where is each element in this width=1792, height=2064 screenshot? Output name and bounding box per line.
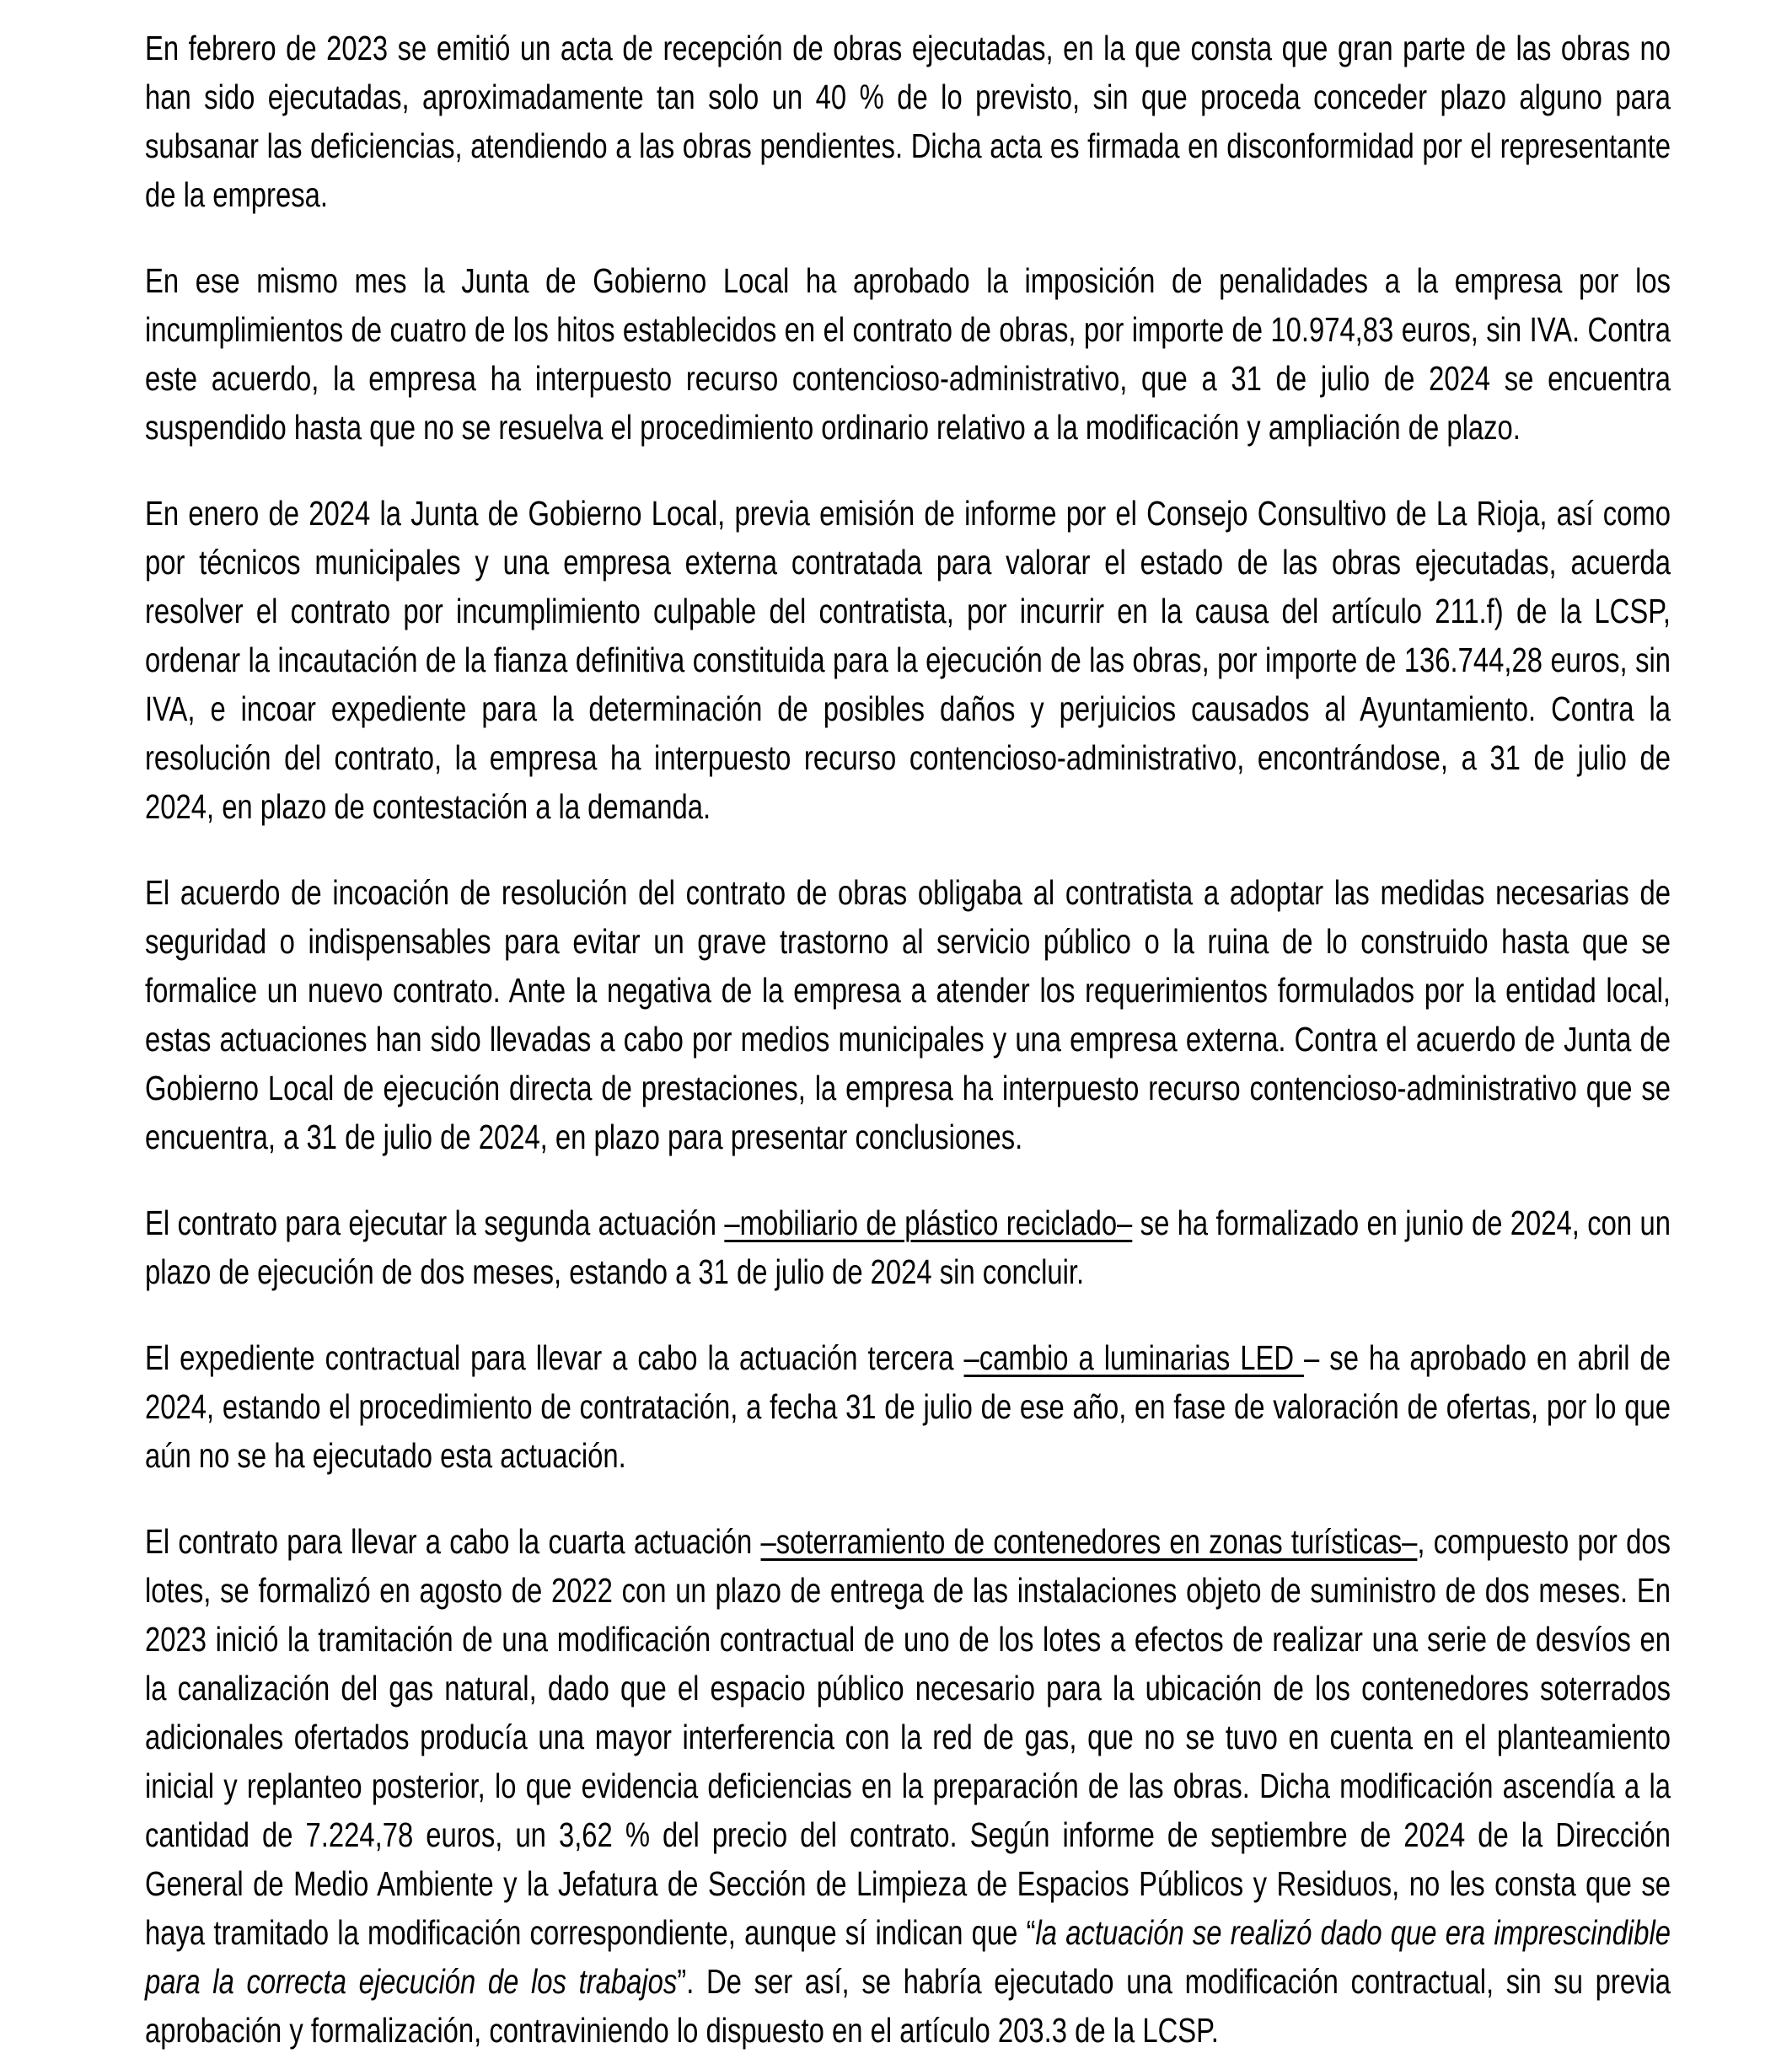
underlined-text-run: –mobiliario de plástico reciclado– (724, 1204, 1133, 1242)
paragraph (145, 1333, 1671, 1480)
paragraph (145, 1198, 1671, 1296)
paragraph (145, 1517, 1671, 2055)
paragraph (145, 489, 1671, 831)
italic-quote-run: la actuación se realizó dado que era imprescindible para la correcta ejecución de los trabajos (145, 1913, 1671, 2001)
document-body (145, 24, 1671, 2055)
text-run: En febrero de 2023 se emitió un acta de recepción de obras ejecutadas, en la que consta que gran parte de las obras no han sido ejecutadas, aproximadamente tan solo un 40 % de lo previsto, sin que proceda conceder plazo alguno para subsanar las deficiencias, atendiendo a las obras pendientes. Dicha acta es firmada en disconformidad por el representante de la empresa. (145, 29, 1671, 214)
text-run: , compuesto por dos lotes, se formalizó en agosto de 2022 con un plazo de entrega de las instalaciones objeto de suministro de dos meses. En 2023 inició la tramitación de una modificación contractual de uno de los lotes a efectos de realizar una serie de desvíos en la canalización del gas natural, dado que el espacio público necesario para la ubicación de los contenedores soterrados adicionales ofertados producía una mayor interferencia con la red de gas, que no se tuvo en cuenta en el planteamiento inicial y replanteo posterior, lo que evidencia deficiencias en la preparación de las obras. Dicha modificación ascendía a la cantidad de 7.224,78 euros, un 3,62 % del precio del contrato. Según informe de septiembre de 2024 de la Dirección General de Medio Ambiente y la Jefatura de Sección de Limpieza de Espacios Públicos y Residuos, no les consta que se haya tramitado la modificación correspondiente, aunque sí indican que “ (145, 1522, 1671, 1952)
paragraph (145, 868, 1671, 1161)
text-run: se ha formalizado en junio de 2024, con un plazo de ejecución de dos meses, estando a 31 de julio de 2024 sin concluir. (145, 1204, 1671, 1291)
underlined-text-run: –soterramiento de contenedores en zonas turísticas– (760, 1522, 1418, 1561)
text-run: En enero de 2024 la Junta de Gobierno Local, previa emisión de informe por el Consejo Consultivo de La Rioja, así como por técnicos municipales y una empresa externa contratada para valorar el estado de las obras ejecutadas, acuerda resolver el contrato por incumplimiento culpable del contratista, por incurrir en la causa del artículo 211.f) de la LCSP, ordenar la incautación de la fianza definitiva constituida para la ejecución de las obras, por importe de 136.744,28 euros, sin IVA, e incoar expediente para la determinación de posibles daños y perjuicios causados al Ayuntamiento. Contra la resolución del contrato, la empresa ha interpuesto recurso contencioso-administrativo, encontrándose, a 31 de julio de 2024, en plazo de contestación a la demanda. (145, 494, 1671, 826)
text-run: ”. De ser así, se habría ejecutado una modificación contractual, sin su previa aprobación y formalización, contraviniendo lo dispuesto en el artículo 203.3 de la LCSP. (145, 1962, 1671, 2050)
paragraph (145, 24, 1671, 219)
paragraph (145, 256, 1671, 452)
text-run: El contrato para llevar a cabo la cuarta actuación (145, 1522, 761, 1561)
text-run: En ese mismo mes la Junta de Gobierno Local ha aprobado la imposición de penalidades a la empresa por los incumplimientos de cuatro de los hitos establecidos en el contrato de obras, por importe de 10.974,83 euros, sin IVA. Contra este acuerdo, la empresa ha interpuesto recurso contencioso-administrativo, que a 31 de julio de 2024 se encuentra suspendido hasta que no se resuelva el procedimiento ordinario relativo a la modificación y ampliación de plazo. (145, 261, 1671, 447)
text-run: El contrato para ejecutar la segunda actuación (145, 1204, 725, 1242)
text-run: El acuerdo de incoación de resolución del contrato de obras obligaba al contratista a adoptar las medidas necesarias de seguridad o indispensables para evitar un grave trastorno al servicio público o la ruina de lo construido hasta que se formalice un nuevo contrato. Ante la negativa de la empresa a atender los requerimientos formulados por la entidad local, estas actuaciones han sido llevadas a cabo por medios municipales y una empresa externa. Contra el acuerdo de Junta de Gobierno Local de ejecución directa de prestaciones, la empresa ha interpuesto recurso contencioso-administrativo que se encuentra, a 31 de julio de 2024, en plazo para presentar conclusiones. (145, 873, 1671, 1156)
underlined-text-run: –cambio a luminarias LED (963, 1338, 1305, 1377)
text-run: – se ha aprobado en abril de 2024, estando el procedimiento de contratación, a fecha 31 de julio de ese año, en fase de valoración de ofertas, por lo que aún no se ha ejecutado esta actuación. (145, 1338, 1671, 1475)
text-run: El expediente contractual para llevar a cabo la actuación tercera (145, 1338, 964, 1377)
